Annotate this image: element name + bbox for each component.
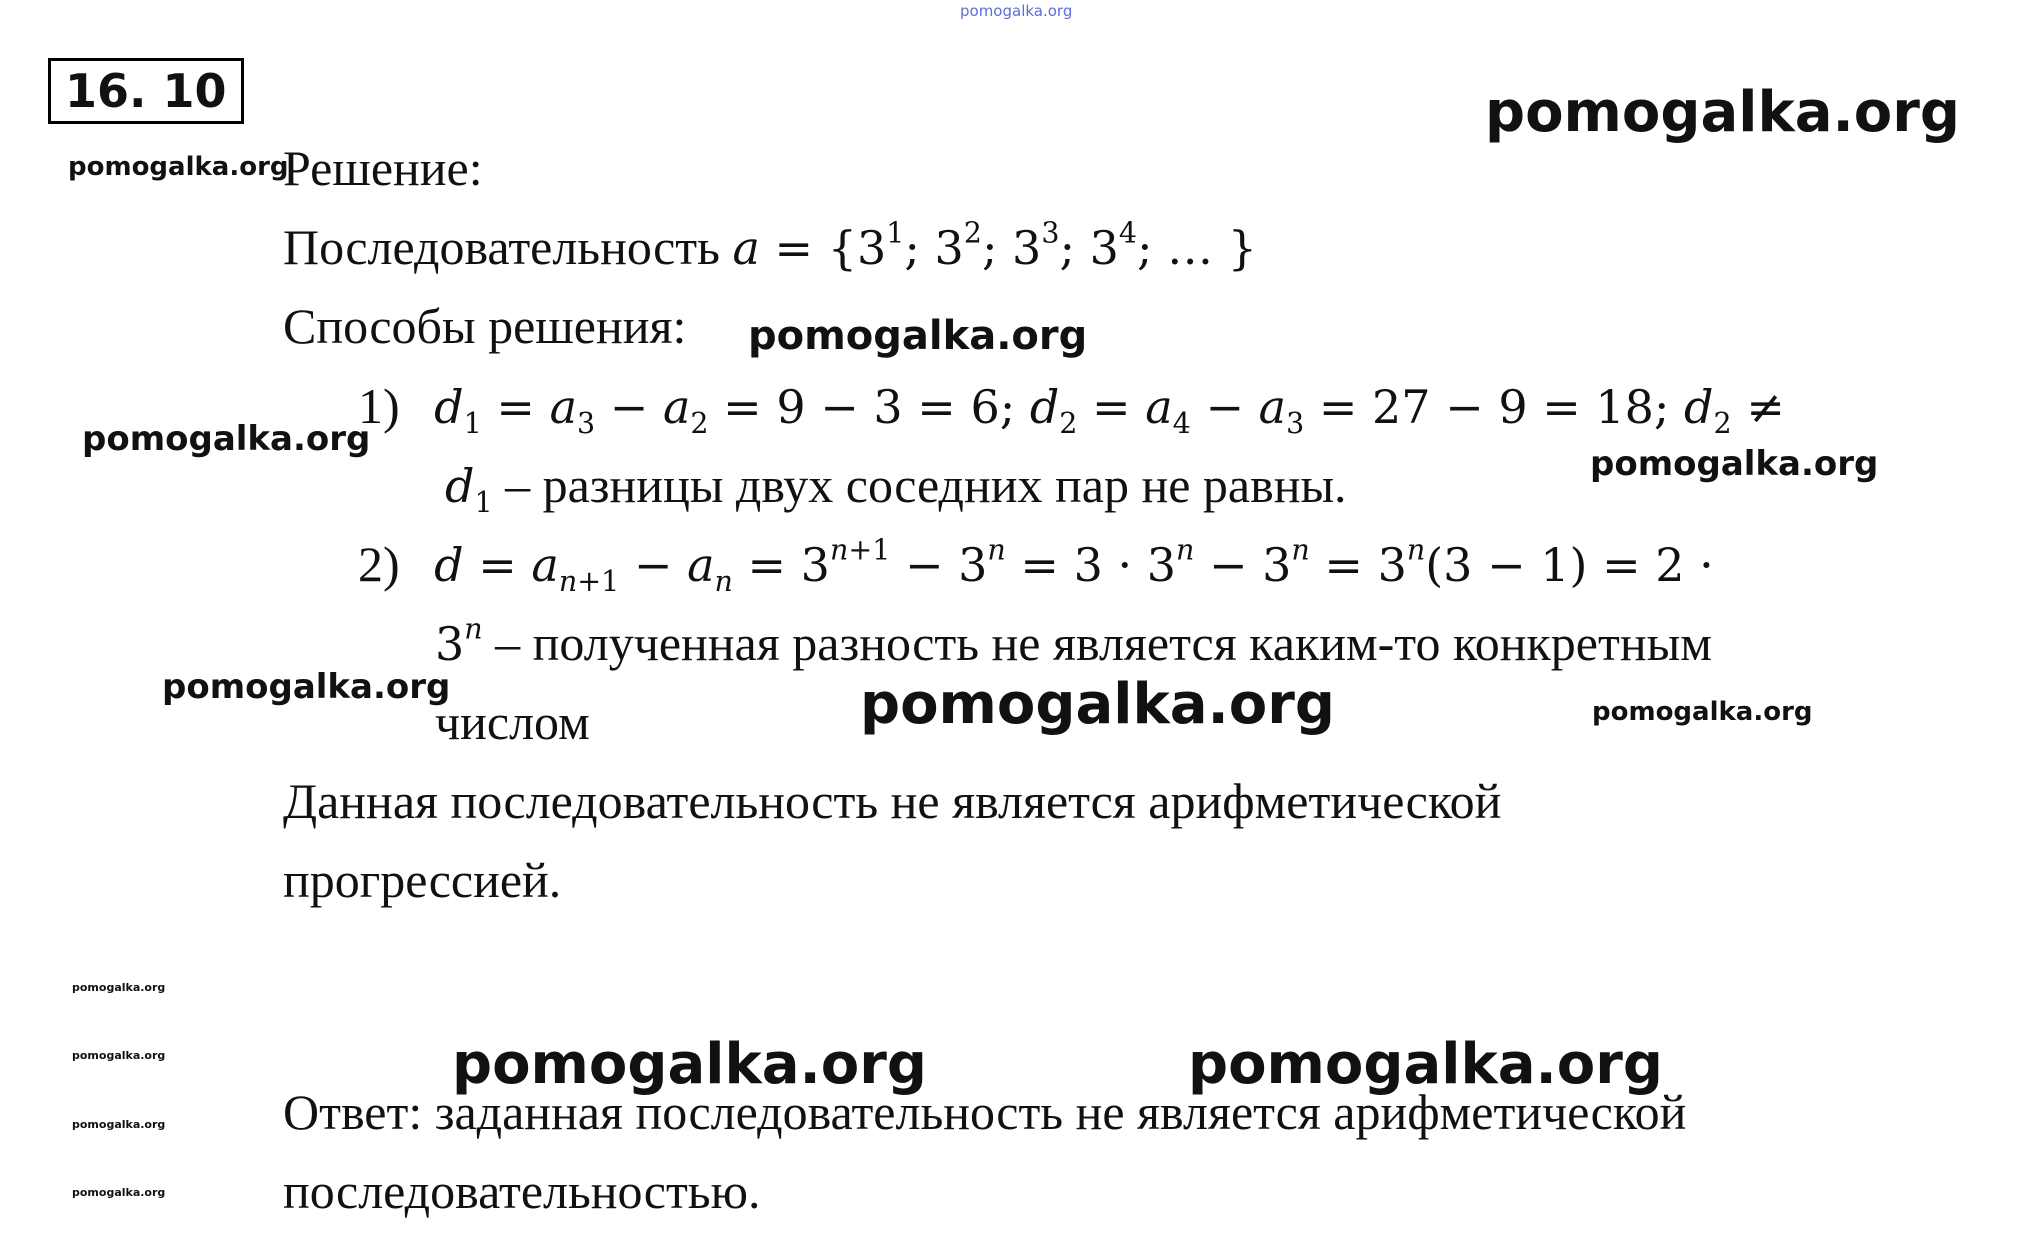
- method2-line3: числом: [435, 694, 590, 750]
- sequence-line: [283, 217, 1257, 278]
- method1-line1: [358, 376, 1785, 440]
- watermark: pomogalka.org: [72, 981, 166, 994]
- method2-formula: $d = a_{n+1} - a_n = 3^{n+1} - 3^n = 3 \cdot 3^n - 3^n = 3^n(3 - 1) = 2$ ·: [434, 533, 1714, 598]
- watermark: pomogalka.org: [860, 672, 1335, 737]
- answer-line1: Ответ: заданная последовательность не является арифметической: [283, 1084, 1687, 1140]
- method2-power: 3$^n$: [435, 612, 483, 671]
- watermark: pomogalka.org: [72, 1186, 166, 1199]
- solution-label: Решение:: [283, 140, 483, 196]
- problem-number: 16. 10: [48, 58, 244, 124]
- sequence-formula: $a = \{3^1$; $3^2$; $3^3$; $3^4$; … }: [732, 216, 1258, 275]
- watermark: pomogalka.org: [162, 667, 451, 707]
- methods-label: Способы решения:: [283, 298, 687, 354]
- method1-line2: [445, 455, 1347, 519]
- method2-line2: [435, 613, 1712, 674]
- method1-formula: $d_1 = a_3 - a_2 = 9 - 3 = 6$; $d_2 = a_4 - a_3 = 27 - 9 = 18$; $d_2$ ≠: [434, 380, 1785, 440]
- watermark: pomogalka.org: [72, 1049, 166, 1062]
- method1-d1: $d_1$: [445, 459, 493, 519]
- conclusion-line2: прогрессией.: [283, 852, 562, 908]
- watermark: pomogalka.org: [68, 152, 289, 182]
- method2-tail: – полученная разность не является каким-то конкретным: [495, 615, 1712, 671]
- answer-line2: последовательностью.: [283, 1163, 761, 1219]
- watermark-site-logo: pomogalka.org: [1485, 80, 1960, 145]
- watermark: pomogalka.org: [72, 1118, 166, 1131]
- method2-number: 2): [358, 536, 400, 592]
- sequence-text: Последовательность: [283, 219, 720, 275]
- watermark: pomogalka.org: [748, 313, 1088, 359]
- watermark: pomogalka.org: [1590, 444, 1879, 484]
- watermark-top: pomogalka.org: [960, 2, 1073, 20]
- watermark: pomogalka.org: [452, 1032, 927, 1097]
- conclusion-line1: Данная последовательность не является арифметической: [283, 773, 1502, 829]
- watermark: pomogalka.org: [82, 419, 371, 459]
- method1-tail: – разницы двух соседних пар не равны.: [505, 457, 1347, 513]
- method1-number: 1): [358, 378, 400, 434]
- watermark: pomogalka.org: [1188, 1032, 1663, 1097]
- method2-line1: [358, 533, 1714, 598]
- watermark: pomogalka.org: [1592, 697, 1813, 727]
